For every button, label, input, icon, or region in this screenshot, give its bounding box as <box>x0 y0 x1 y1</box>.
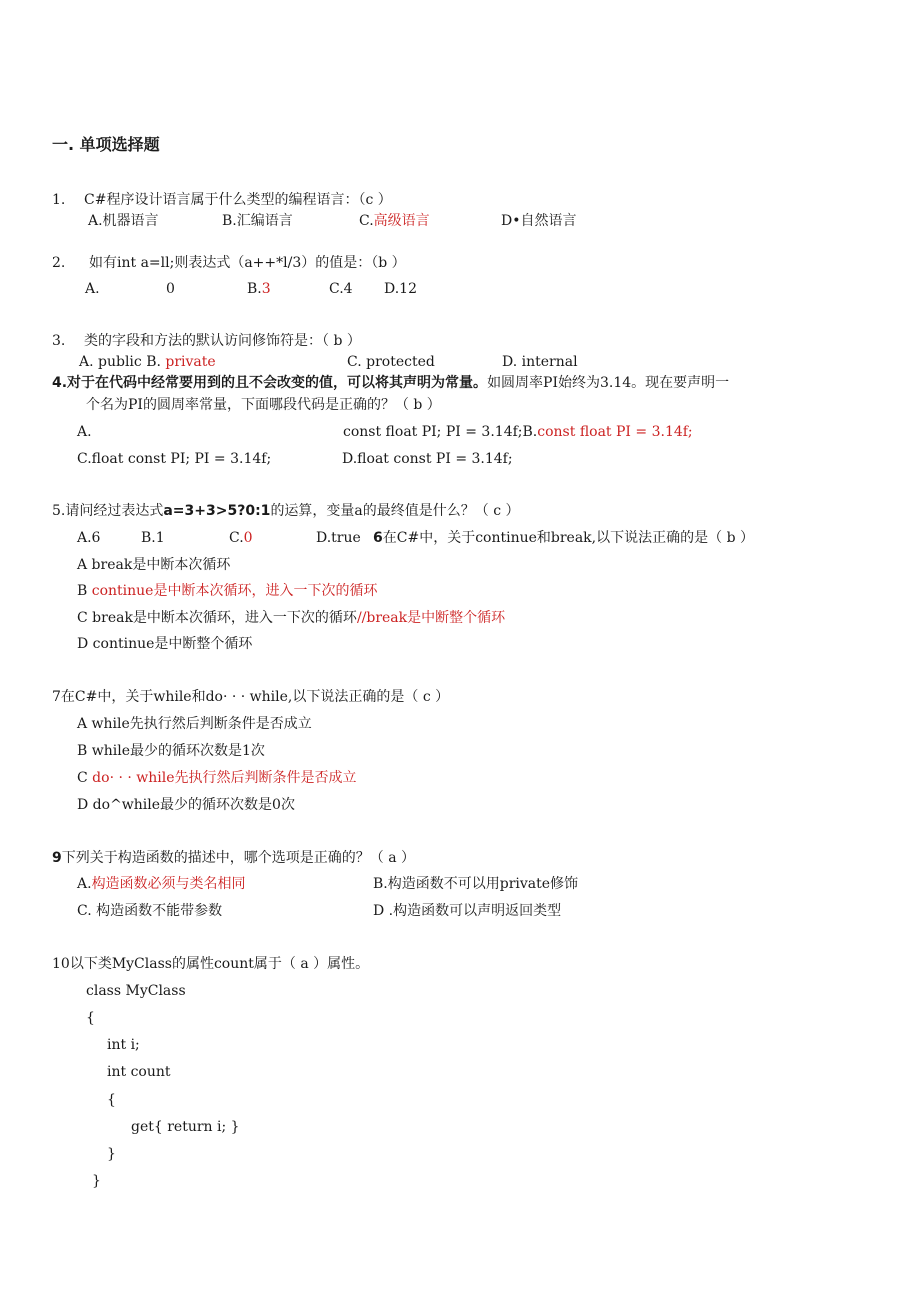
option-b: B.1 <box>141 530 165 546</box>
option-a <box>77 874 246 894</box>
question-text <box>52 848 415 868</box>
option-c <box>77 768 357 788</box>
option-b <box>77 581 377 601</box>
option-d: D.12 <box>384 281 417 297</box>
option-a <box>79 352 216 372</box>
option-a: A while先执行然后判断条件是否成立 <box>77 716 312 732</box>
option-d: D.float const PI = 3.14f; <box>342 451 513 467</box>
question-prefix: 5.请问经过表达式 <box>52 503 164 519</box>
option-label: C. <box>359 213 374 229</box>
question-number: 1. <box>52 192 66 208</box>
question-number: 3. <box>52 333 66 349</box>
question-text-line2: 个名为PI的圆周率常量，下面哪段代码是正确的？（ b ） <box>86 397 441 413</box>
option-c <box>359 211 430 231</box>
option-d: D do^while最少的循环次数是0次 <box>77 797 295 813</box>
option-d: D•自然语言 <box>501 213 577 229</box>
question-text: 类的字段和方法的默认访问修饰符是：（ b ） <box>84 333 361 349</box>
option-a: A.6 <box>77 530 101 546</box>
question-number: 9 <box>52 850 62 866</box>
option-a: A.机器语言 <box>88 213 159 229</box>
option-b: B while最少的循环次数是1次 <box>77 743 265 759</box>
correct-answer: 高级语言 <box>373 213 430 229</box>
option-d: D.true <box>316 530 361 546</box>
option-a-b <box>343 422 693 442</box>
expression: a=3+3>5?0:1 <box>163 503 271 519</box>
option-c <box>77 608 505 628</box>
question-bold-text: 4.对于在代码中经常要用到的且不会改变的值，可以将其声明为常量。 <box>52 375 488 391</box>
option-label: B. <box>247 281 262 297</box>
option-b <box>247 279 271 299</box>
question-text: 如有int a=ll;则表达式（a++*l/3）的值是：（b ） <box>89 255 406 271</box>
code-line: { <box>107 1092 116 1108</box>
question-text-rest: 如圆周率PI始终为3.14。现在要声明一 <box>487 375 730 391</box>
option-a: A. <box>85 281 100 297</box>
question-number: 6 <box>373 530 383 546</box>
question-text <box>52 373 729 393</box>
question-text <box>373 528 754 548</box>
section-heading: 一. 单项选择题 <box>52 135 160 154</box>
option-label: B. <box>522 424 538 440</box>
code-line: } <box>92 1173 101 1189</box>
option-a: A break是中断本次循环 <box>77 557 231 573</box>
option-b: B.汇编语言 <box>222 213 293 229</box>
option-c: C. 构造函数不能带参数 <box>77 903 223 919</box>
option-label: A. <box>77 876 92 892</box>
question-text: 10以下类MyClass的属性count属于（ a ）属性。 <box>52 956 370 972</box>
option-a-text: A. public B. <box>79 354 161 370</box>
option-c: C. protected <box>347 354 435 370</box>
option-c-text: C break是中断本次循环，进入一下次的循环 <box>77 610 357 626</box>
code-line: class MyClass <box>86 983 186 999</box>
question-text: C#程序设计语言属于什么类型的编程语言：（c ） <box>84 192 392 208</box>
question-text: 7在C#中，关于while和do· · · while,以下说法正确的是（ c ） <box>52 689 450 705</box>
code-line: int i; <box>107 1037 140 1053</box>
correct-answer: private <box>165 354 216 370</box>
code-line: int count <box>107 1064 171 1080</box>
option-a-label: A. <box>77 424 92 440</box>
question-number: 2. <box>52 255 66 271</box>
option-c: C.float const PI; PI = 3.14f; <box>77 451 272 467</box>
question-suffix: 的运算，变量a的最终值是什么？（ c ） <box>270 503 520 519</box>
option-label: C <box>77 770 93 786</box>
option-c <box>229 528 253 548</box>
option-d: D .构造函数可以声明返回类型 <box>373 903 562 919</box>
correct-answer: continue是中断本次循环，进入一下次的循环 <box>91 583 378 599</box>
question-text-rest: 在C#中，关于continue和break,以下说法正确的是（ b ） <box>382 530 754 546</box>
correct-answer: 3 <box>261 281 271 297</box>
correct-answer: do· · · while先执行然后判断条件是否成立 <box>92 770 357 786</box>
question-text-rest: 下列关于构造函数的描述中，哪个选项是正确的？（ a ） <box>61 850 415 866</box>
option-label: C. <box>229 530 244 546</box>
code-line: { <box>86 1010 95 1026</box>
option-a: const float PI; PI = 3.14f; <box>343 424 523 440</box>
option-d: D continue是中断整个循环 <box>77 636 253 652</box>
question-text <box>52 501 520 521</box>
correct-answer: 0 <box>243 530 253 546</box>
option-b: B.构造函数不可以用private修饰 <box>373 876 579 892</box>
answer-note: //break是中断整个循环 <box>356 610 506 626</box>
code-line: get{ return i; } <box>131 1119 240 1135</box>
option-d: D. internal <box>502 354 578 370</box>
correct-answer: const float PI = 3.14f; <box>537 424 693 440</box>
option-c: C.4 <box>329 281 353 297</box>
code-line: } <box>107 1146 116 1162</box>
option-label: B <box>77 583 92 599</box>
correct-answer: 构造函数必须与类名相同 <box>91 876 246 892</box>
option-a-value: 0 <box>166 281 175 297</box>
